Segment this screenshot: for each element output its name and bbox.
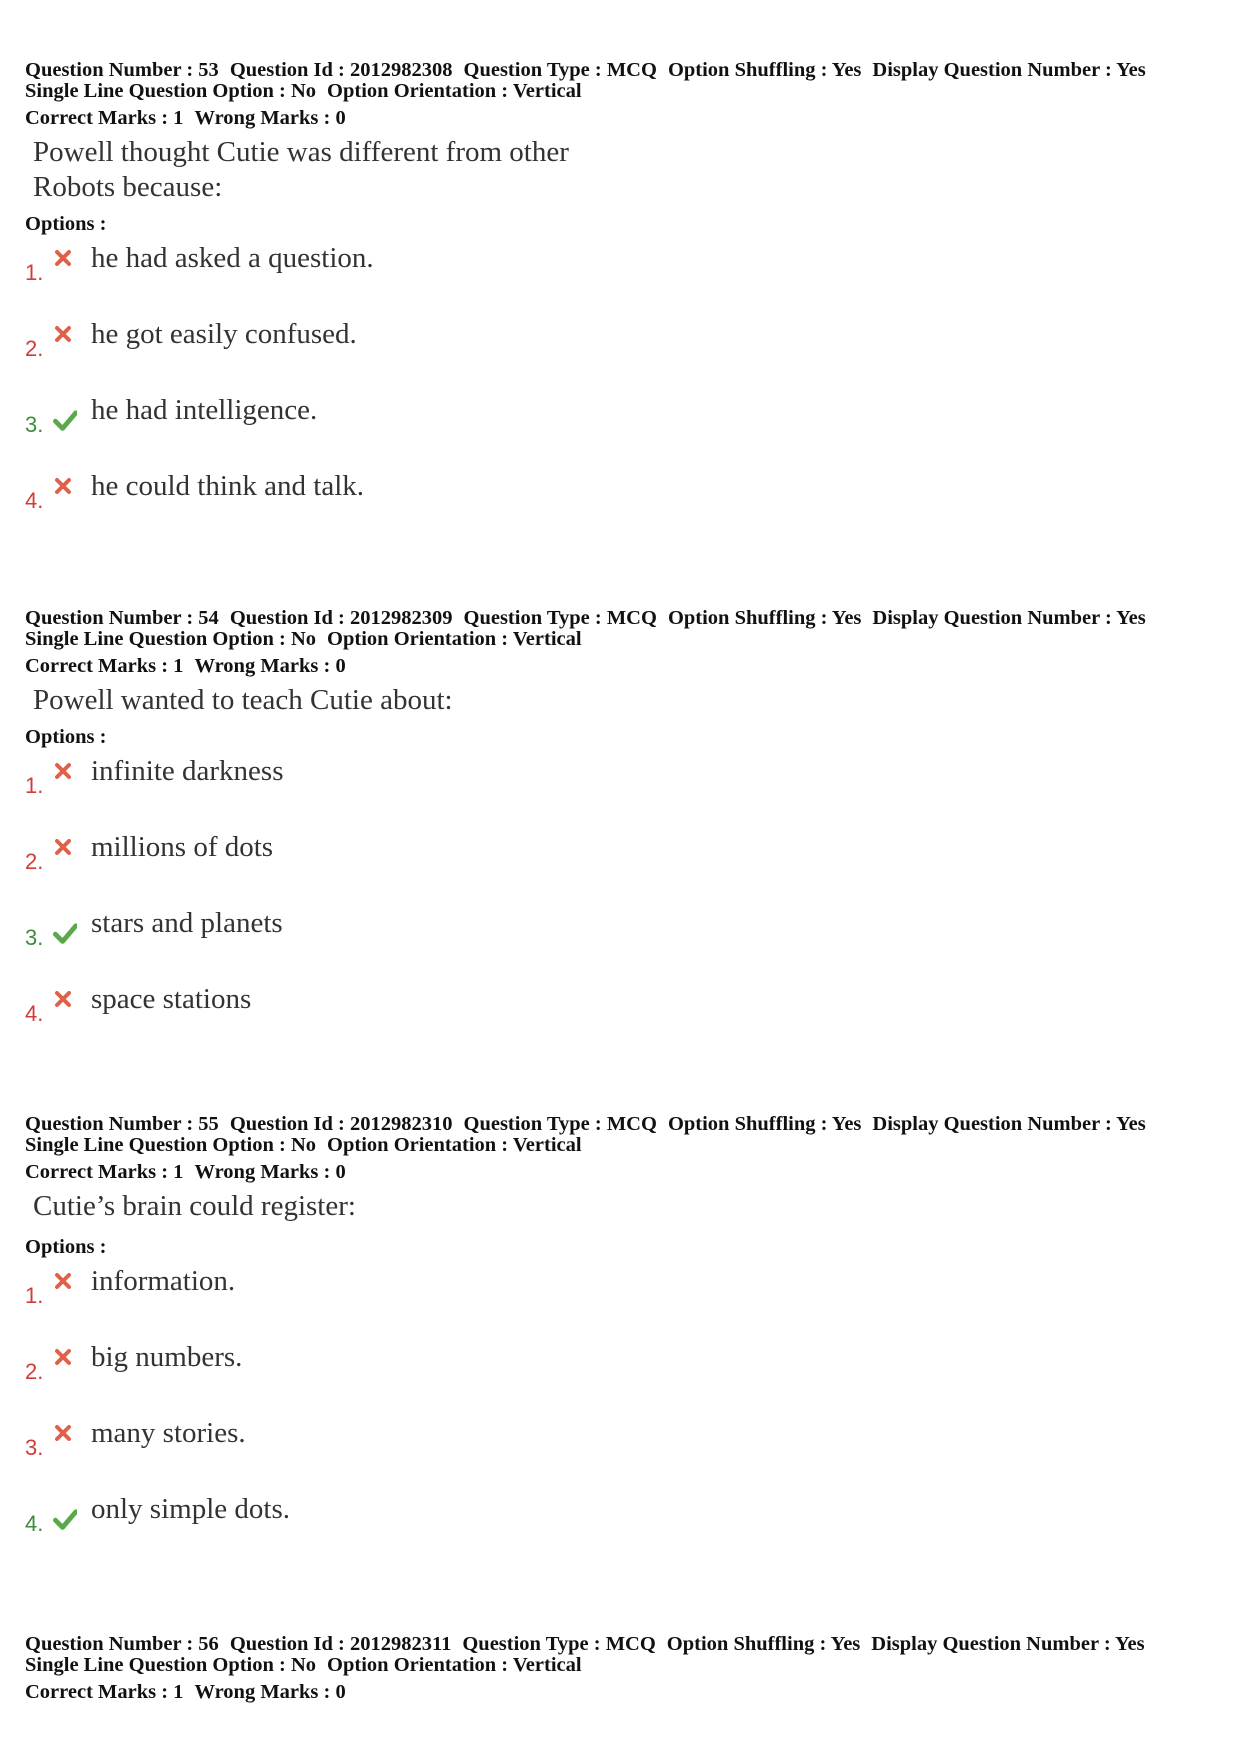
option-text: he could think and talk. — [91, 470, 365, 502]
cross-icon — [53, 1347, 73, 1367]
cross-icon — [53, 1423, 73, 1443]
option-number: 3. — [25, 925, 44, 950]
question-type: Question Type : MCQ — [463, 607, 657, 629]
options-label: Options : — [25, 1236, 107, 1258]
option-text: millions of dots — [91, 831, 274, 863]
cross-icon — [53, 989, 73, 1009]
option-item — [25, 1493, 1225, 1569]
option-item — [25, 1341, 1225, 1417]
question-meta-line-2 — [25, 81, 1225, 102]
single-line-option: Single Line Question Option : No — [25, 628, 317, 650]
options-label: Options : — [25, 726, 107, 748]
option-number: 2. — [25, 1359, 44, 1384]
question-id: Question Id : 2012982310 — [229, 1113, 453, 1135]
option-item — [25, 394, 1225, 470]
question-block — [25, 608, 1225, 1059]
question-meta-line-1 — [25, 60, 1225, 81]
question-text-line: Powell thought Cutie was different from other — [33, 136, 569, 168]
question-block — [25, 1634, 1225, 1703]
option-text: stars and planets — [91, 907, 283, 939]
question-meta-line-2 — [25, 1135, 1225, 1156]
option-number: 1. — [25, 260, 44, 285]
wrong-marks: Wrong Marks : 0 — [194, 655, 346, 677]
question-block — [25, 60, 1225, 546]
option-text: only simple dots. — [91, 1493, 290, 1525]
correct-marks: Correct Marks : 1 — [25, 655, 184, 677]
option-orientation: Option Orientation : Vertical — [327, 1134, 582, 1156]
options-label: Options : — [25, 213, 107, 235]
question-meta-line-1 — [25, 608, 1225, 629]
option-number: 2. — [25, 336, 44, 361]
option-text: he had intelligence. — [91, 394, 318, 426]
option-item — [25, 755, 1225, 831]
option-text: he got easily confused. — [91, 318, 357, 350]
option-text: many stories. — [91, 1417, 246, 1449]
wrong-marks: Wrong Marks : 0 — [194, 107, 346, 129]
question-meta-line-2 — [25, 1655, 1225, 1676]
wrong-marks: Wrong Marks : 0 — [194, 1681, 346, 1703]
option-shuffling: Option Shuffling : Yes — [667, 1113, 862, 1135]
single-line-option: Single Line Question Option : No — [25, 1654, 317, 1676]
question-number: Question Number : 56 — [25, 1633, 219, 1655]
question-meta-line-1 — [25, 1634, 1225, 1655]
option-shuffling: Option Shuffling : Yes — [666, 1633, 861, 1655]
display-question-number: Display Question Number : Yes — [872, 607, 1146, 629]
question-text-line: Powell wanted to teach Cutie about: — [33, 684, 453, 716]
single-line-option: Single Line Question Option : No — [25, 1134, 317, 1156]
option-shuffling: Option Shuffling : Yes — [667, 607, 862, 629]
marks-line — [25, 1682, 1225, 1703]
option-item — [25, 470, 1225, 546]
option-orientation: Option Orientation : Vertical — [327, 1654, 582, 1676]
option-item — [25, 1417, 1225, 1493]
question-id: Question Id : 2012982308 — [229, 59, 453, 81]
question-text-line: Robots because: — [33, 171, 223, 203]
question-id: Question Id : 2012982309 — [229, 607, 453, 629]
question-type: Question Type : MCQ — [462, 1633, 656, 1655]
check-icon — [53, 408, 77, 432]
option-item — [25, 907, 1225, 983]
cross-icon — [53, 324, 73, 344]
option-text: space stations — [91, 983, 252, 1015]
option-item — [25, 1265, 1225, 1341]
cross-icon — [53, 1271, 73, 1291]
option-item — [25, 242, 1225, 318]
check-icon — [53, 921, 77, 945]
option-number: 3. — [25, 412, 44, 437]
option-number: 1. — [25, 773, 44, 798]
option-item — [25, 831, 1225, 907]
display-question-number: Display Question Number : Yes — [871, 1633, 1145, 1655]
option-orientation: Option Orientation : Vertical — [327, 80, 582, 102]
cross-icon — [53, 761, 73, 781]
marks-line — [25, 656, 1225, 677]
question-text — [33, 1189, 1225, 1224]
marks-line — [25, 1162, 1225, 1183]
wrong-marks: Wrong Marks : 0 — [194, 1161, 346, 1183]
display-question-number: Display Question Number : Yes — [872, 1113, 1146, 1135]
option-number: 4. — [25, 488, 44, 513]
question-text-line: Cutie’s brain could register: — [33, 1190, 356, 1222]
question-id: Question Id : 2012982311 — [229, 1633, 452, 1655]
option-text: infinite darkness — [91, 755, 284, 787]
question-number: Question Number : 53 — [25, 59, 219, 81]
option-item — [25, 983, 1225, 1059]
marks-line — [25, 108, 1225, 129]
check-icon — [53, 1507, 77, 1531]
question-number: Question Number : 54 — [25, 607, 219, 629]
correct-marks: Correct Marks : 1 — [25, 1681, 184, 1703]
question-text — [33, 135, 1225, 205]
cross-icon — [53, 476, 73, 496]
question-number: Question Number : 55 — [25, 1113, 219, 1135]
option-number: 3. — [25, 1435, 44, 1460]
question-meta-line-2 — [25, 629, 1225, 650]
option-orientation: Option Orientation : Vertical — [327, 628, 582, 650]
cross-icon — [53, 837, 73, 857]
option-number: 4. — [25, 1511, 44, 1536]
question-type: Question Type : MCQ — [463, 1113, 657, 1135]
single-line-option: Single Line Question Option : No — [25, 80, 317, 102]
display-question-number: Display Question Number : Yes — [872, 59, 1146, 81]
option-item — [25, 318, 1225, 394]
option-number: 4. — [25, 1001, 44, 1026]
option-text: information. — [91, 1265, 236, 1297]
option-text: he had asked a question. — [91, 242, 374, 274]
question-text — [33, 683, 1225, 718]
option-number: 1. — [25, 1283, 44, 1308]
correct-marks: Correct Marks : 1 — [25, 1161, 184, 1183]
question-type: Question Type : MCQ — [463, 59, 657, 81]
question-block — [25, 1114, 1225, 1569]
option-text: big numbers. — [91, 1341, 243, 1373]
cross-icon — [53, 248, 73, 268]
option-number: 2. — [25, 849, 44, 874]
question-meta-line-1 — [25, 1114, 1225, 1135]
correct-marks: Correct Marks : 1 — [25, 107, 184, 129]
option-shuffling: Option Shuffling : Yes — [667, 59, 862, 81]
